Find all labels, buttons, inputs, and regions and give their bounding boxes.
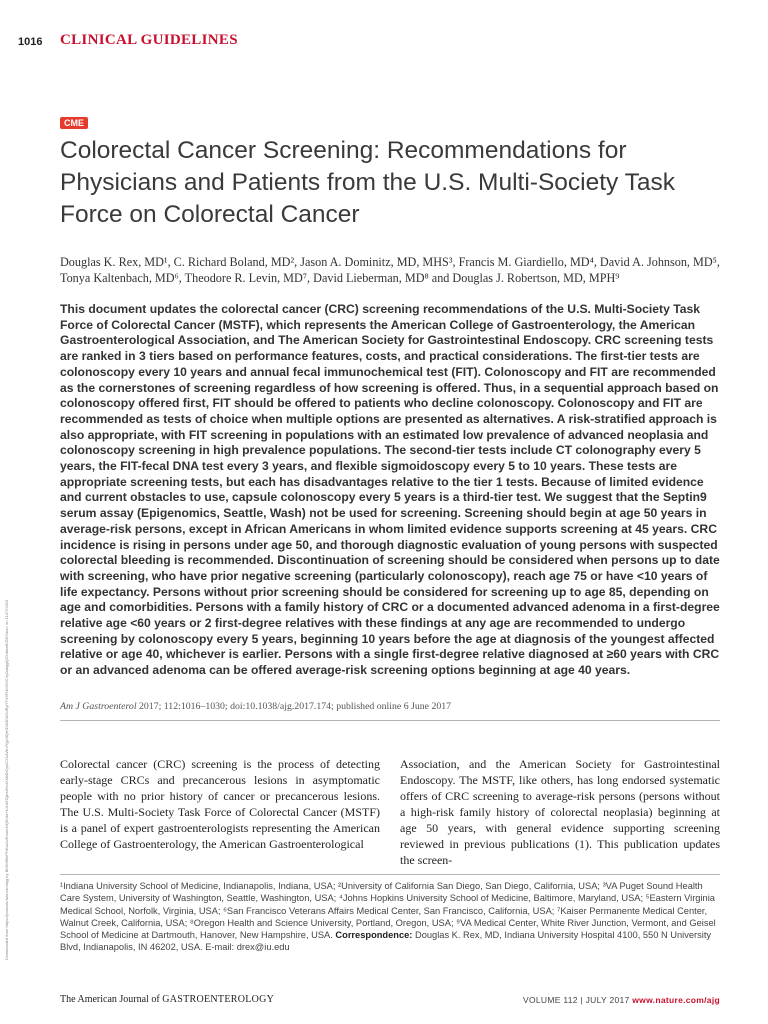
- divider: [60, 874, 720, 875]
- article-title: Colorectal Cancer Screening: Recommendations for Physicians and Patients from the U.S. Multi-Society Task Force on Colorectal Cancer: [60, 137, 676, 228]
- affiliations: [60, 880, 720, 954]
- author-line: Douglas K. Rex, MD¹, C. Richard Boland, MD², Jason A. Dominitz, MD, MHS³, Francis M. Giardiello, MD⁴, David A. Johnson, MD⁵,: [60, 255, 720, 269]
- body-column-left: Colorectal cancer (CRC) screening is the process of detecting early-stage CRCs and precancerous lesions in asymptomatic people with no prior history of cancer or precancerous lesions. The U.S. Multi-Society Task Force of Colorectal Cancer (MSTF) is a panel of expert gastroenterologists representing the American College of Gastroenterology, the American Gastroenterological: [60, 757, 380, 851]
- correspondence-label: Correspondence:: [335, 930, 413, 941]
- cme-badge: CME: [60, 117, 88, 129]
- correspondence-text: Douglas K. Rex, MD, Indiana University Hospital 4100, 550 N University Blvd, Indianapolis, IN 46202, USA. E-mail: drex@iu.edu: [60, 930, 712, 953]
- footer-volume-info: [523, 995, 720, 1005]
- volume-info: VOLUME 112 | JULY 2017: [522, 995, 633, 1005]
- affiliation-list: ¹Indiana University School of Medicine, Indianapolis, Indiana, USA; ²University of California San Diego, San Diego, California, USA; ³VA Puget Sound Health Care System, University of Washington, Seattle, Washington, USA; ⁴Johns Hopkins University School of Medicine, Baltimore, Maryland, USA; ⁵Eastern Virginia Medical School, Norfolk, Virginia, USA; ⁶San Francisco Veterans Affairs Medical Center, San Francisco, California, USA; ⁷Kaiser Permanente Medical Center, Walnut Creek, California, USA; ⁸Oregon Health and Science University, Portland, Oregon, USA; ⁹VA Medical Center, White River Junction, Vermont, and Geisel School of Medicine at Dartmouth, Hanover, New Hampshire, USA.: [60, 881, 716, 941]
- divider: [60, 720, 720, 721]
- author-line: Tonya Kaltenbach, MD⁶, Theodore R. Levin, MD⁷, David Lieberman, MD⁸ and Douglas J. Robertson, MD, MPH⁹: [60, 271, 620, 285]
- journal-name: GASTROENTEROLOGY: [162, 994, 275, 1005]
- author-list: [60, 254, 720, 286]
- citation-details: 2017; 112:1016–1030; doi:10.1038/ajg.2017.174; published online 6 June 2017: [136, 701, 452, 712]
- journal-url[interactable]: www.nature.com/ajg: [632, 995, 720, 1005]
- page-number: 1016: [18, 36, 43, 48]
- download-notice: Downloaded from https://journals.lww.com/ajg by BhDMf5ePHKav1zEoum1tQfN4a+kJLhEZgbsIHo4XMi0hCywCX1AWnYQp/IlQrHD3i3D0OdRyi7TvSFl4Cf3VC1y0abggQZXdtwnfKZBYtws= on 11/27/2019: [4, 599, 9, 960]
- body-column-right: Association, and the American Society for Gastrointestinal Endoscopy. The MSTF, like others, has long endorsed systematic offers of CRC screening to average-risk persons (persons without a high-risk family history of colorectal neoplasia) beginning at age 50 years, with general evidence supporting screening reviewed in previous publications (1). This publication updates the screen-: [400, 757, 720, 867]
- citation-journal: Am J Gastroenterol: [60, 701, 137, 712]
- journal-prefix: The American Journal of: [60, 994, 163, 1005]
- abstract: This document updates the colorectal cancer (CRC) screening recommendations of the U.S. Multi-Society Task Force of Colorectal Cancer (MSTF), which represents the American College of Gastroenterology, the American Gastroenterological Association, and The American Society for Gastrointestinal Endoscopy. CRC screening tests are ranked in 3 tiers based on performance features, costs, and practical considerations. The first-tier tests are colonoscopy every 10 years and annual fecal immunochemical test (FIT). Colonoscopy and FIT are recommended as the cornerstones of screening regardless of how screening is offered. Thus, in a sequential approach based on colonoscopy offered first, FIT should be offered to patients who decline colonoscopy. Colonoscopy and FIT are recommended as tests of choice when multiple options are presented as alternatives. A risk-stratified approach is also appropriate, with FIT screening in populations with an estimated low prevalence of advanced neoplasia and colonoscopy screening in high prevalence populations. The second-tier tests include CT colonography every 5 years, the FIT-fecal DNA test every 3 years, and flexible sigmoidoscopy every 5 to 10 years. These tests are appropriate screening tests, but each has disadvantages relative to the tier 1 tests. Because of limited evidence and current obstacles to use, capsule colonoscopy every 5 years is a third-tier test. We suggest that the Septin9 serum assay (Epigenomics, Seattle, Wash) not be used for screening. Screening should begin at age 50 years in average-risk persons, except in African Americans in whom limited evidence supports screening at 45 years. CRC incidence is rising in persons under age 50, and thorough diagnostic evaluation of young persons with suspected colorectal bleeding is recommended. Discontinuation of screening should be considered when persons up to date with screening, who have prior negative screening (particularly colonoscopy), reach age 75 or have <10 years of life expectancy. Persons without prior screening should be considered for screening up to age 85, depending on age and comorbidities. Persons with a family history of CRC or a documented advanced adenoma in a first-degree relative age <60 years or 2 first-degree relatives with these findings at any age are recommended to undergo screening by colonoscopy every 5 years, beginning 10 years before the age at diagnosis of the youngest affected relative or age 40, whichever is earlier. Persons with a single first-degree relative diagnosed at ≥60 years with CRC or an advanced adenoma can be offered average-risk screening options beginning at age 40 years.: [60, 302, 720, 678]
- citation: [60, 701, 720, 712]
- section-heading: CLINICAL GUIDELINES: [60, 32, 238, 48]
- journal-footer: [60, 994, 274, 1005]
